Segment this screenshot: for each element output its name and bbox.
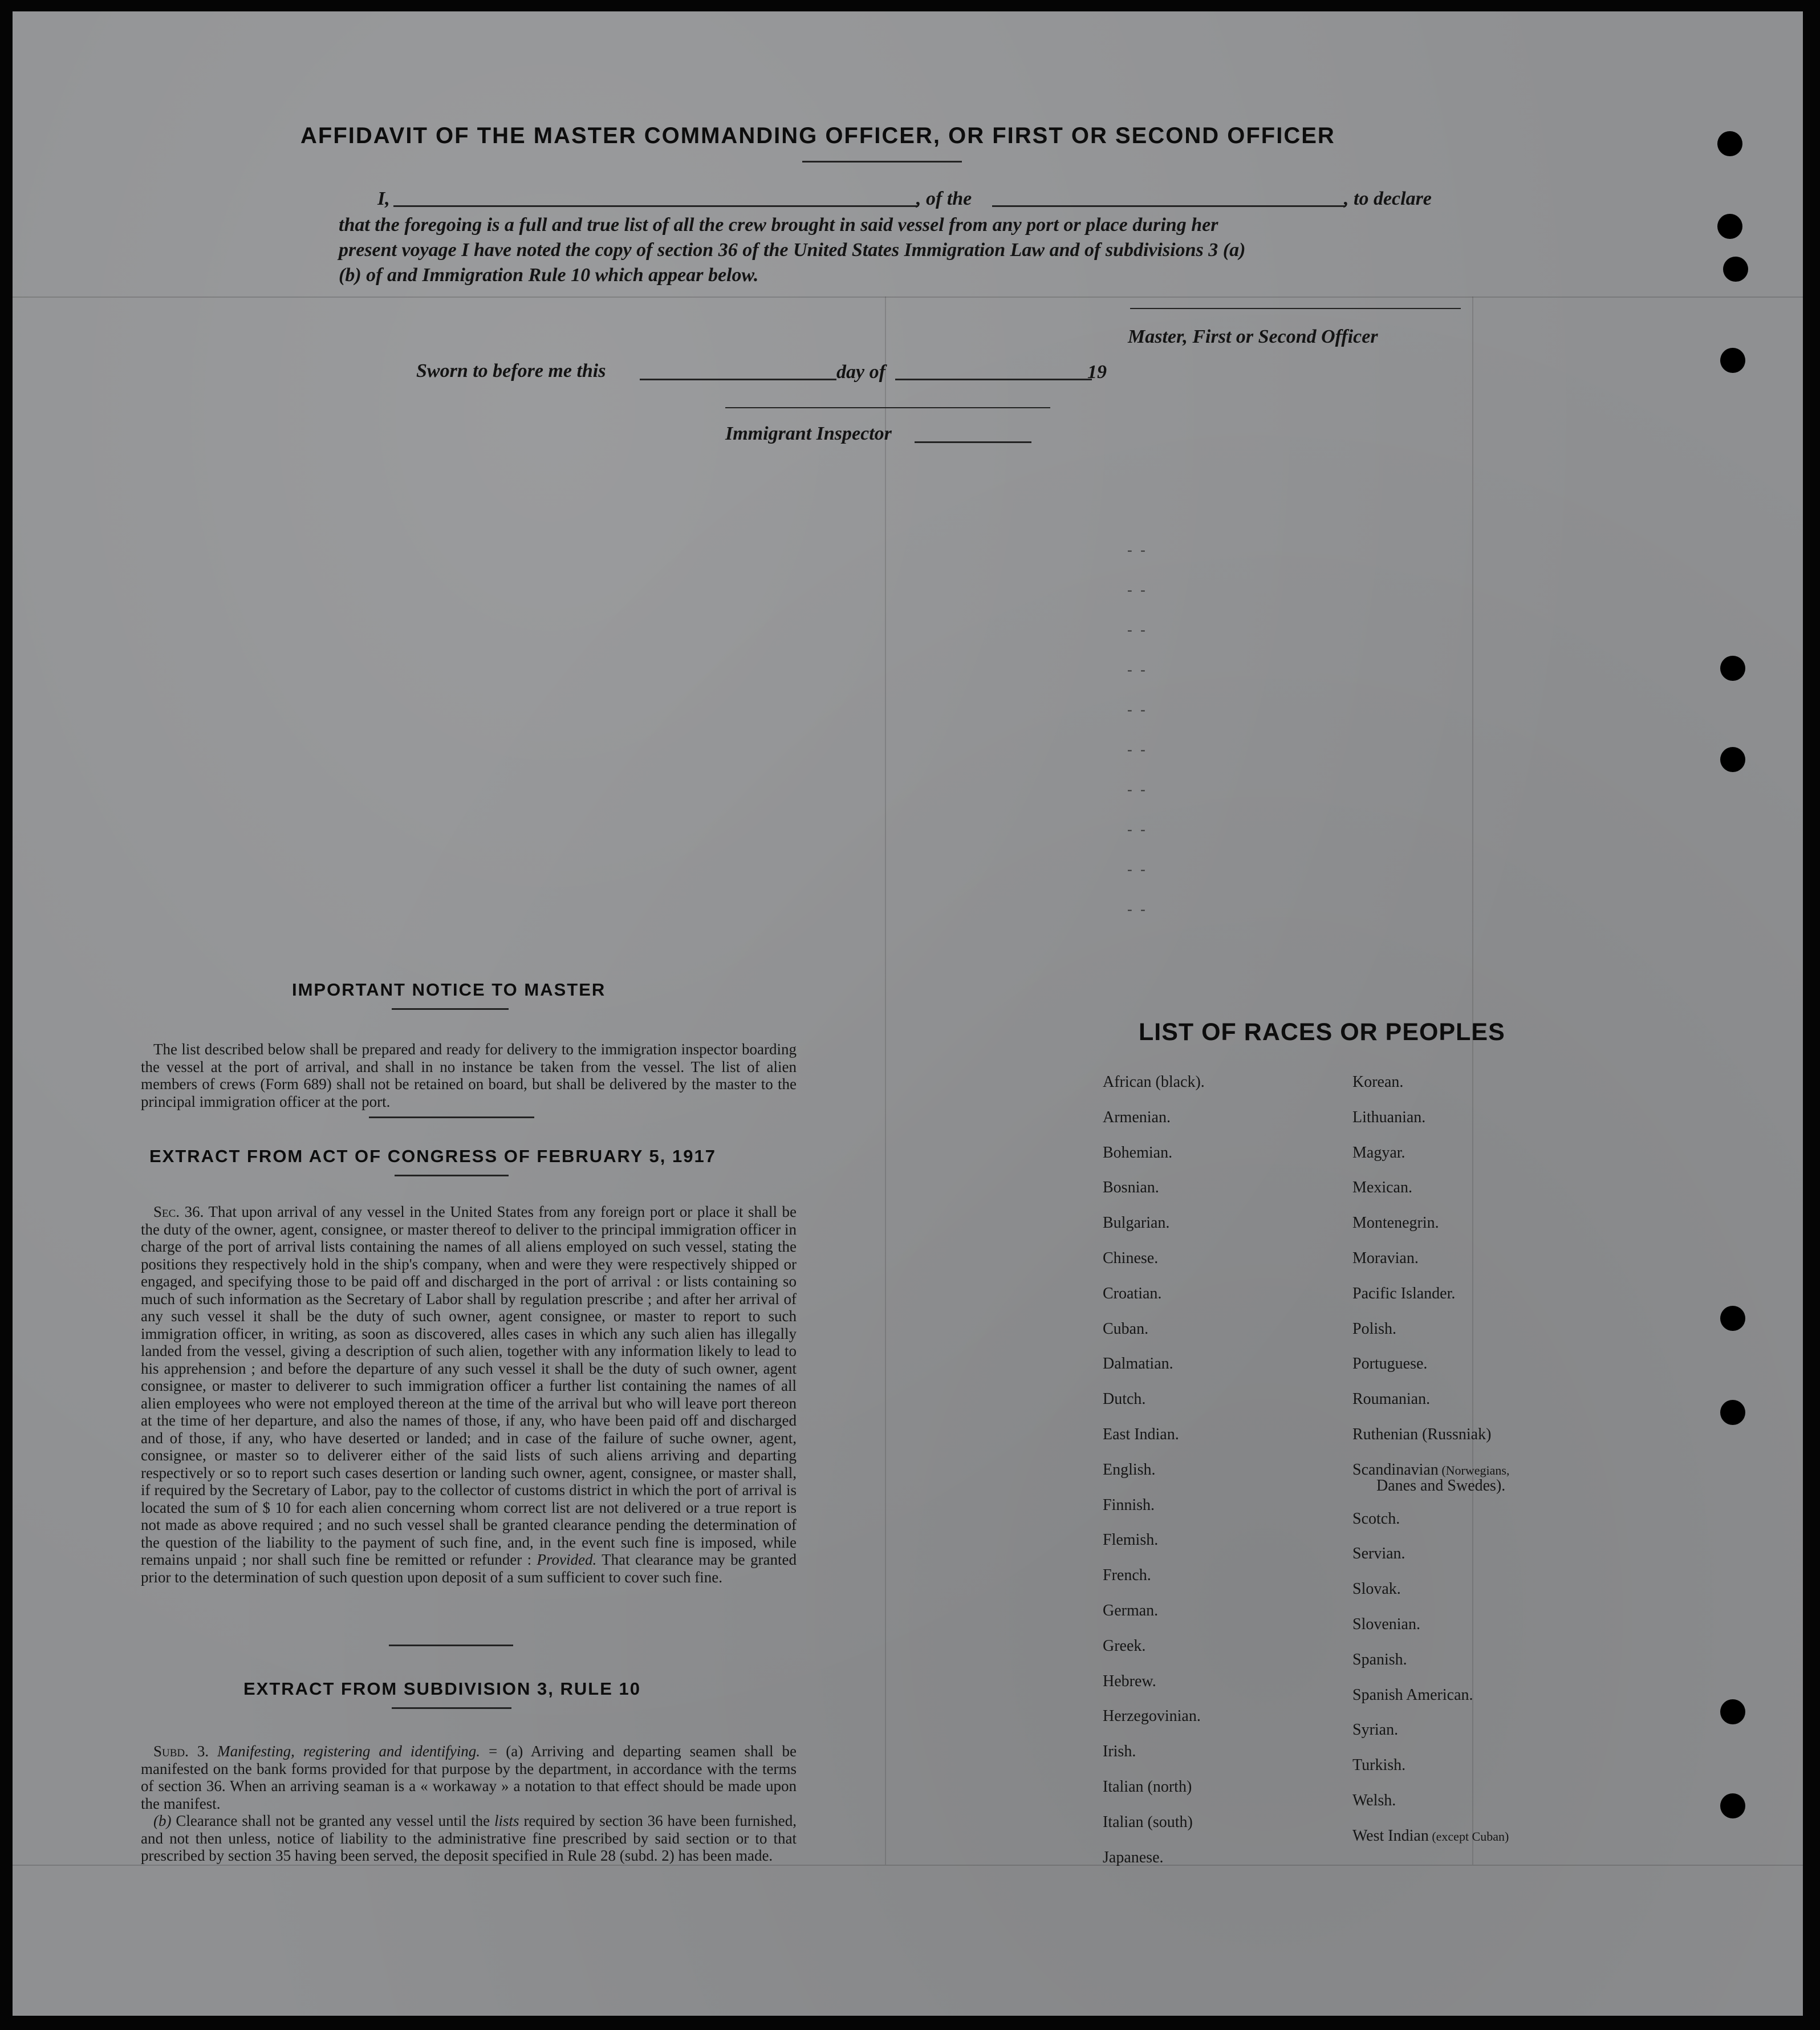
race-item: Slovenian. [1352, 1615, 1420, 1633]
race-item: Spanish American. [1352, 1686, 1473, 1704]
race-item: Italian (north) [1103, 1778, 1192, 1796]
race-item: Japanese. [1103, 1848, 1164, 1866]
race-item: Dalmatian. [1103, 1355, 1173, 1373]
race-item: Mexican. [1352, 1179, 1412, 1197]
race-item: Montenegrin. [1352, 1214, 1439, 1232]
race-item: Greek. [1103, 1637, 1146, 1655]
rule-subdivision-a [141, 1743, 797, 1812]
race-item: English. [1103, 1460, 1156, 1479]
notice-title: IMPORTANT NOTICE TO MASTER [292, 980, 606, 1000]
race-note-line2: Danes and Swedes). [1376, 1476, 1506, 1495]
affidavit-line-3: (b) of and Immigration Rule 10 which appear below. [339, 265, 759, 286]
race-item: Korean. [1352, 1073, 1404, 1091]
race-item: Cuban. [1103, 1320, 1149, 1338]
rule-text-b2: required by section 36 have been furnished, and not then unless, notice of liability to the administrative fine prescribed by said section or to that prescribed by section 35 having been served, the deposit specified in Rule 28 (subd. 2) has been made. [141, 1812, 797, 1864]
race-item: Hebrew. [1103, 1672, 1156, 1690]
rule-subd-heading: Manifesting, registering and identifying. [217, 1743, 481, 1760]
race-item: Bosnian. [1103, 1179, 1159, 1197]
act-section-text: That upon arrival of any vessel in the United States from any foreign port or place it shall be the duty of the owner, agent, consignee, or master thereof to deliver to the principal immigration officer in charge of the port of arrival lists containing the names of all aliens employed on such vessel, stating the positions they respectively hold in the ship's company, when and were they were respectively shipped or engaged, and specifying those to be paid off and discharged in the port of arrival : or lists containing so much of such information as the Secretary of Labor shall by regulation prescribe ; and after her arrival of any such vessel it shall be the duty of such owner, agent consignee, or master to report to such immigration officer, in writing, as soon as discovered, alles cases in which any such alien has illegally landed from the vessel, giving a description of such alien, together with any information likely to lead to his apprehension ; and before the departure of any such vessel it shall be the duty of such owner, agent consignee, or master to deliverer to such immigration officer a further list containing the names of all alien employees who were not employed thereon at the time of the arrival but who will leave port thereon at the time of her departure, and also the names of those, if any, who have been paid off and discharged and of those, if any, who have deserted or landed; and in case of the failure of suche owner, agent, consignee, or master so to deliverer either of the said lists of such aliens arriving and departing respectively or so to report such cases desertion or landing such owner, agent, consignee, or master shall, if required by the Secretary of Labor, pay to the collector of customs district in which the port of arrival is located the sum of $ 10 for each alien concerning whom correct list are not delivered or a true report is not made as above required ; and no such vessel shall be granted clearance pending the determination of the question of the liability to the payment of such fine, and, in the event such fine is imposed, while remains unpaid ; nor shall such fine be remitted or refunder : [141, 1203, 797, 1568]
act-section-label: Sec. 36. [153, 1203, 204, 1220]
rule-text-a: = (a) Arriving and departing seamen shall be manifested on the bank forms provided for that purpose by the department, in accordance with the terms of section 36. When an arriving seaman is a « workaway » a notation to that effect should be made upon the manifest. [141, 1743, 797, 1812]
race-item: Ruthenian (Russniak) [1352, 1426, 1492, 1443]
race-note: (Norwegians, [1438, 1463, 1510, 1477]
race-item: Armenian. [1103, 1108, 1171, 1126]
act-section-36 [141, 1203, 797, 1586]
race-item: French. [1103, 1566, 1151, 1585]
races-title: LIST OF RACES OR PEOPLES [1139, 1018, 1505, 1046]
rule-text-b1: Clearance shall not be granted any vessel until the [176, 1812, 490, 1829]
affidavit-title: AFFIDAVIT OF THE MASTER COMMANDING OFFICER, OR FIRST OR SECOND OFFICER [300, 123, 1335, 148]
affidavit-to-declare: , to declare [1344, 188, 1432, 209]
race-item: Finnish. [1103, 1496, 1155, 1514]
affidavit-line-1: that the foregoing is a full and true list of all the crew brought in said vessel from any port or place during her [339, 214, 1218, 236]
rule-subd-label: Subd. 3. [153, 1743, 209, 1760]
day-of-label: day of [836, 362, 885, 383]
race-item: German. [1103, 1602, 1159, 1619]
race-item: Lithuanian. [1352, 1108, 1426, 1126]
race-item: Irish. [1103, 1743, 1136, 1761]
act-title: EXTRACT FROM ACT OF CONGRESS OF FEBRUARY 5, 1917 [149, 1146, 716, 1166]
act-section-text-end: That clearance may be granted prior to the determination of such question upon deposit of a sum sufficient to cover such fine. [141, 1551, 797, 1586]
race-item: Bulgarian. [1103, 1214, 1170, 1232]
race-item: Scandinavian (Norwegians, [1352, 1460, 1510, 1479]
race-item: Pacific Islander. [1352, 1284, 1456, 1302]
race-item: Scotch. [1352, 1509, 1400, 1528]
race-item: Polish. [1352, 1320, 1397, 1338]
affidavit-line-2: present voyage I have noted the copy of section 36 of the United States Immigration Law and of subdivisions 3 (a) [339, 239, 1246, 261]
notice-text: The list described below shall be prepared and ready for delivery to the immigration inspector boarding the vessel at the port of arrival, and shall in no instance be taken from the vessel. The list of alien members of crews (Form 689) shall not be retained on board, but shall be delivered by the master to the principal immigration officer at the port. [141, 1041, 797, 1110]
race-item: Slovak. [1352, 1580, 1401, 1598]
race-item: Spanish. [1352, 1650, 1407, 1668]
race-item: West Indian (except Cuban) [1352, 1826, 1509, 1845]
race-item: Magyar. [1352, 1143, 1405, 1162]
act-provided: Provided. [537, 1551, 597, 1568]
rule-b-label: (b) [153, 1812, 172, 1829]
race-item: Servian. [1352, 1545, 1405, 1563]
race-item: East Indian. [1103, 1426, 1179, 1443]
race-item: Portuguese. [1352, 1355, 1428, 1373]
race-item: Croatian. [1103, 1284, 1162, 1302]
race-item: Herzegovinian. [1103, 1707, 1201, 1726]
race-item: Chinese. [1103, 1249, 1159, 1267]
affidavit-i: I, [377, 188, 390, 209]
race-item: Roumanian. [1352, 1390, 1431, 1408]
race-item: Flemish. [1103, 1531, 1159, 1549]
race-item: African (black). [1103, 1073, 1205, 1091]
signature-label: Master, First or Second Officer [1128, 326, 1378, 347]
race-item: Moravian. [1352, 1249, 1419, 1267]
inspector-label: Immigrant Inspector [725, 423, 892, 444]
race-note: (except Cuban) [1428, 1829, 1509, 1844]
race-item: Turkish. [1352, 1756, 1406, 1775]
document-page: AFFIDAVIT OF THE MASTER COMMANDING OFFICER, OR FIRST OR SECOND OFFICER I, , of the , to declare that the foregoing is a full and true list of all the crew brought in said vessel from any port or place during her present voyage I have noted the copy of section 36 of the United States Immigration Law and of subdivisions 3 (a) (b) of and Immigration Rule 10 which appear below. Master, First or Second Officer Sworn to before me this day of 19 Immigrant Inspector - - - - - - - - - - - - - - - - - - - - IMPORTANT NOTICE TO MASTER The list described below shall be prepared and ready for delivery to the immigration inspector boarding the vessel at the port of arrival, and shall in no instance be taken from the vessel. The list of alien members of crews (Form 689) shall not be retained on board, but shall be delivered by the master to the principal immigration officer at the port. EXTRACT FROM ACT OF CONGRESS OF FEBRUARY 5, 1917 Sec. 36. That upon arrival of any vessel in the United States from any foreign port or place it shall be the duty of the owner, agent, consignee, or master thereof to deliver to the principal immigration officer in charge of the port of arrival lists containing the names of all aliens employed on such vessel, stating the positions they respectively hold in the ship's company, when and were they were respectively shipped or engaged, and specifying those to be paid off and discharged in the port of arrival : or lists containing so much of such information as the Secretary of Labor shall by regulation prescribe ; and after her arrival of any such vessel it shall be the duty of such owner, agent consignee, or master to report to such immigration officer, in writing, as soon as discovered, alles cases in which any such alien has illegally landed from the vessel, giving a description of such alien, together with any information likely to lead to his apprehension ; and before the departure of any such vessel it shall be the duty of such owner, agent consignee, or master to deliverer to such immigration officer a further list containing the names of all alien employees who were not employed thereon at the time of the arrival but who will leave port thereon at the time of her departure, and also the names of those, if any, who have been paid off and discharged and of those, if any, who have deserted or landed; and in case of the failure of suche owner, agent, consignee, or master so to deliverer either of the said lists of such aliens arriving and departing respectively or so to report such cases desertion or landing such owner, agent, consignee, or master shall, if required by the Secretary of Labor, pay to the collector of customs district in which the port of arrival is located the sum of $ 10 for each alien concerning whom correct list are not delivered or a true report is not made as above required ; and no such vessel shall be granted clearance pending the determination of the question of the liability to the payment of such fine, and, in the event such fine is imposed, while remains unpaid ; nor shall such fine be remitted or refunder : Provided. That clearance may be granted prior to the determination of such question upon deposit of a sum sufficient to cover such fine. EXTRACT FROM SUBDIVISION 3, RULE 10 Subd. 3. Manifesting, registering and identifying. = (a) Arriving and departing seamen shall be manifested on the bank forms provided for that purpose by the department, in accordance with the terms of section 36. When an arriving seaman is a « workaway » a notation to that effect should be made upon the manifest. (b) Clearance shall not be granted any vessel until the lists required by section 36 have been furnished, and not then unless, notice of liability to the administrative fine prescribed by said section or to that prescribed by section 35 having been served, the deposit specified in Rule 28 (subd. 2) has been made. LIST OF RACES OR PEOPLES African (black). Armenian. Bohemian. Bosnian. Bulgarian. Chinese. Croatian. Cuban. Dalmatian. Dutch. East Indian. English. Finnish. Flemish. French. German. Greek. Hebrew. Herzegovinian. Irish. Italian (north) Italian (south) Japanese. Korean. Lithuanian. Magyar. Mexican. Montenegrin. Moravian. Pacific Islander. Polish. Portuguese. Roumanian. Ruthenian (Russniak) Scandinavian (Norwegians, Danes and Swedes). Scotch. Servian. Slovak. Slovenian. Spanish. Spanish American. Syrian. Turkish. Welsh. West Indian (except Cuban) [13, 11, 1803, 2016]
rule-text-b-lists: lists [494, 1812, 519, 1829]
race-item: Bohemian. [1103, 1143, 1173, 1162]
race-item: Dutch. [1103, 1390, 1146, 1408]
race-item: Syrian. [1352, 1721, 1399, 1739]
race-item: Welsh. [1352, 1792, 1396, 1809]
race-item: Italian (south) [1103, 1813, 1193, 1831]
affidavit-of-the: , of the [916, 188, 972, 209]
sworn-label: Sworn to before me this [416, 360, 606, 381]
rule-title: EXTRACT FROM SUBDIVISION 3, RULE 10 [243, 1679, 641, 1699]
rule-subdivision-b [141, 1812, 797, 1865]
year-prefix: 19 [1087, 362, 1107, 383]
